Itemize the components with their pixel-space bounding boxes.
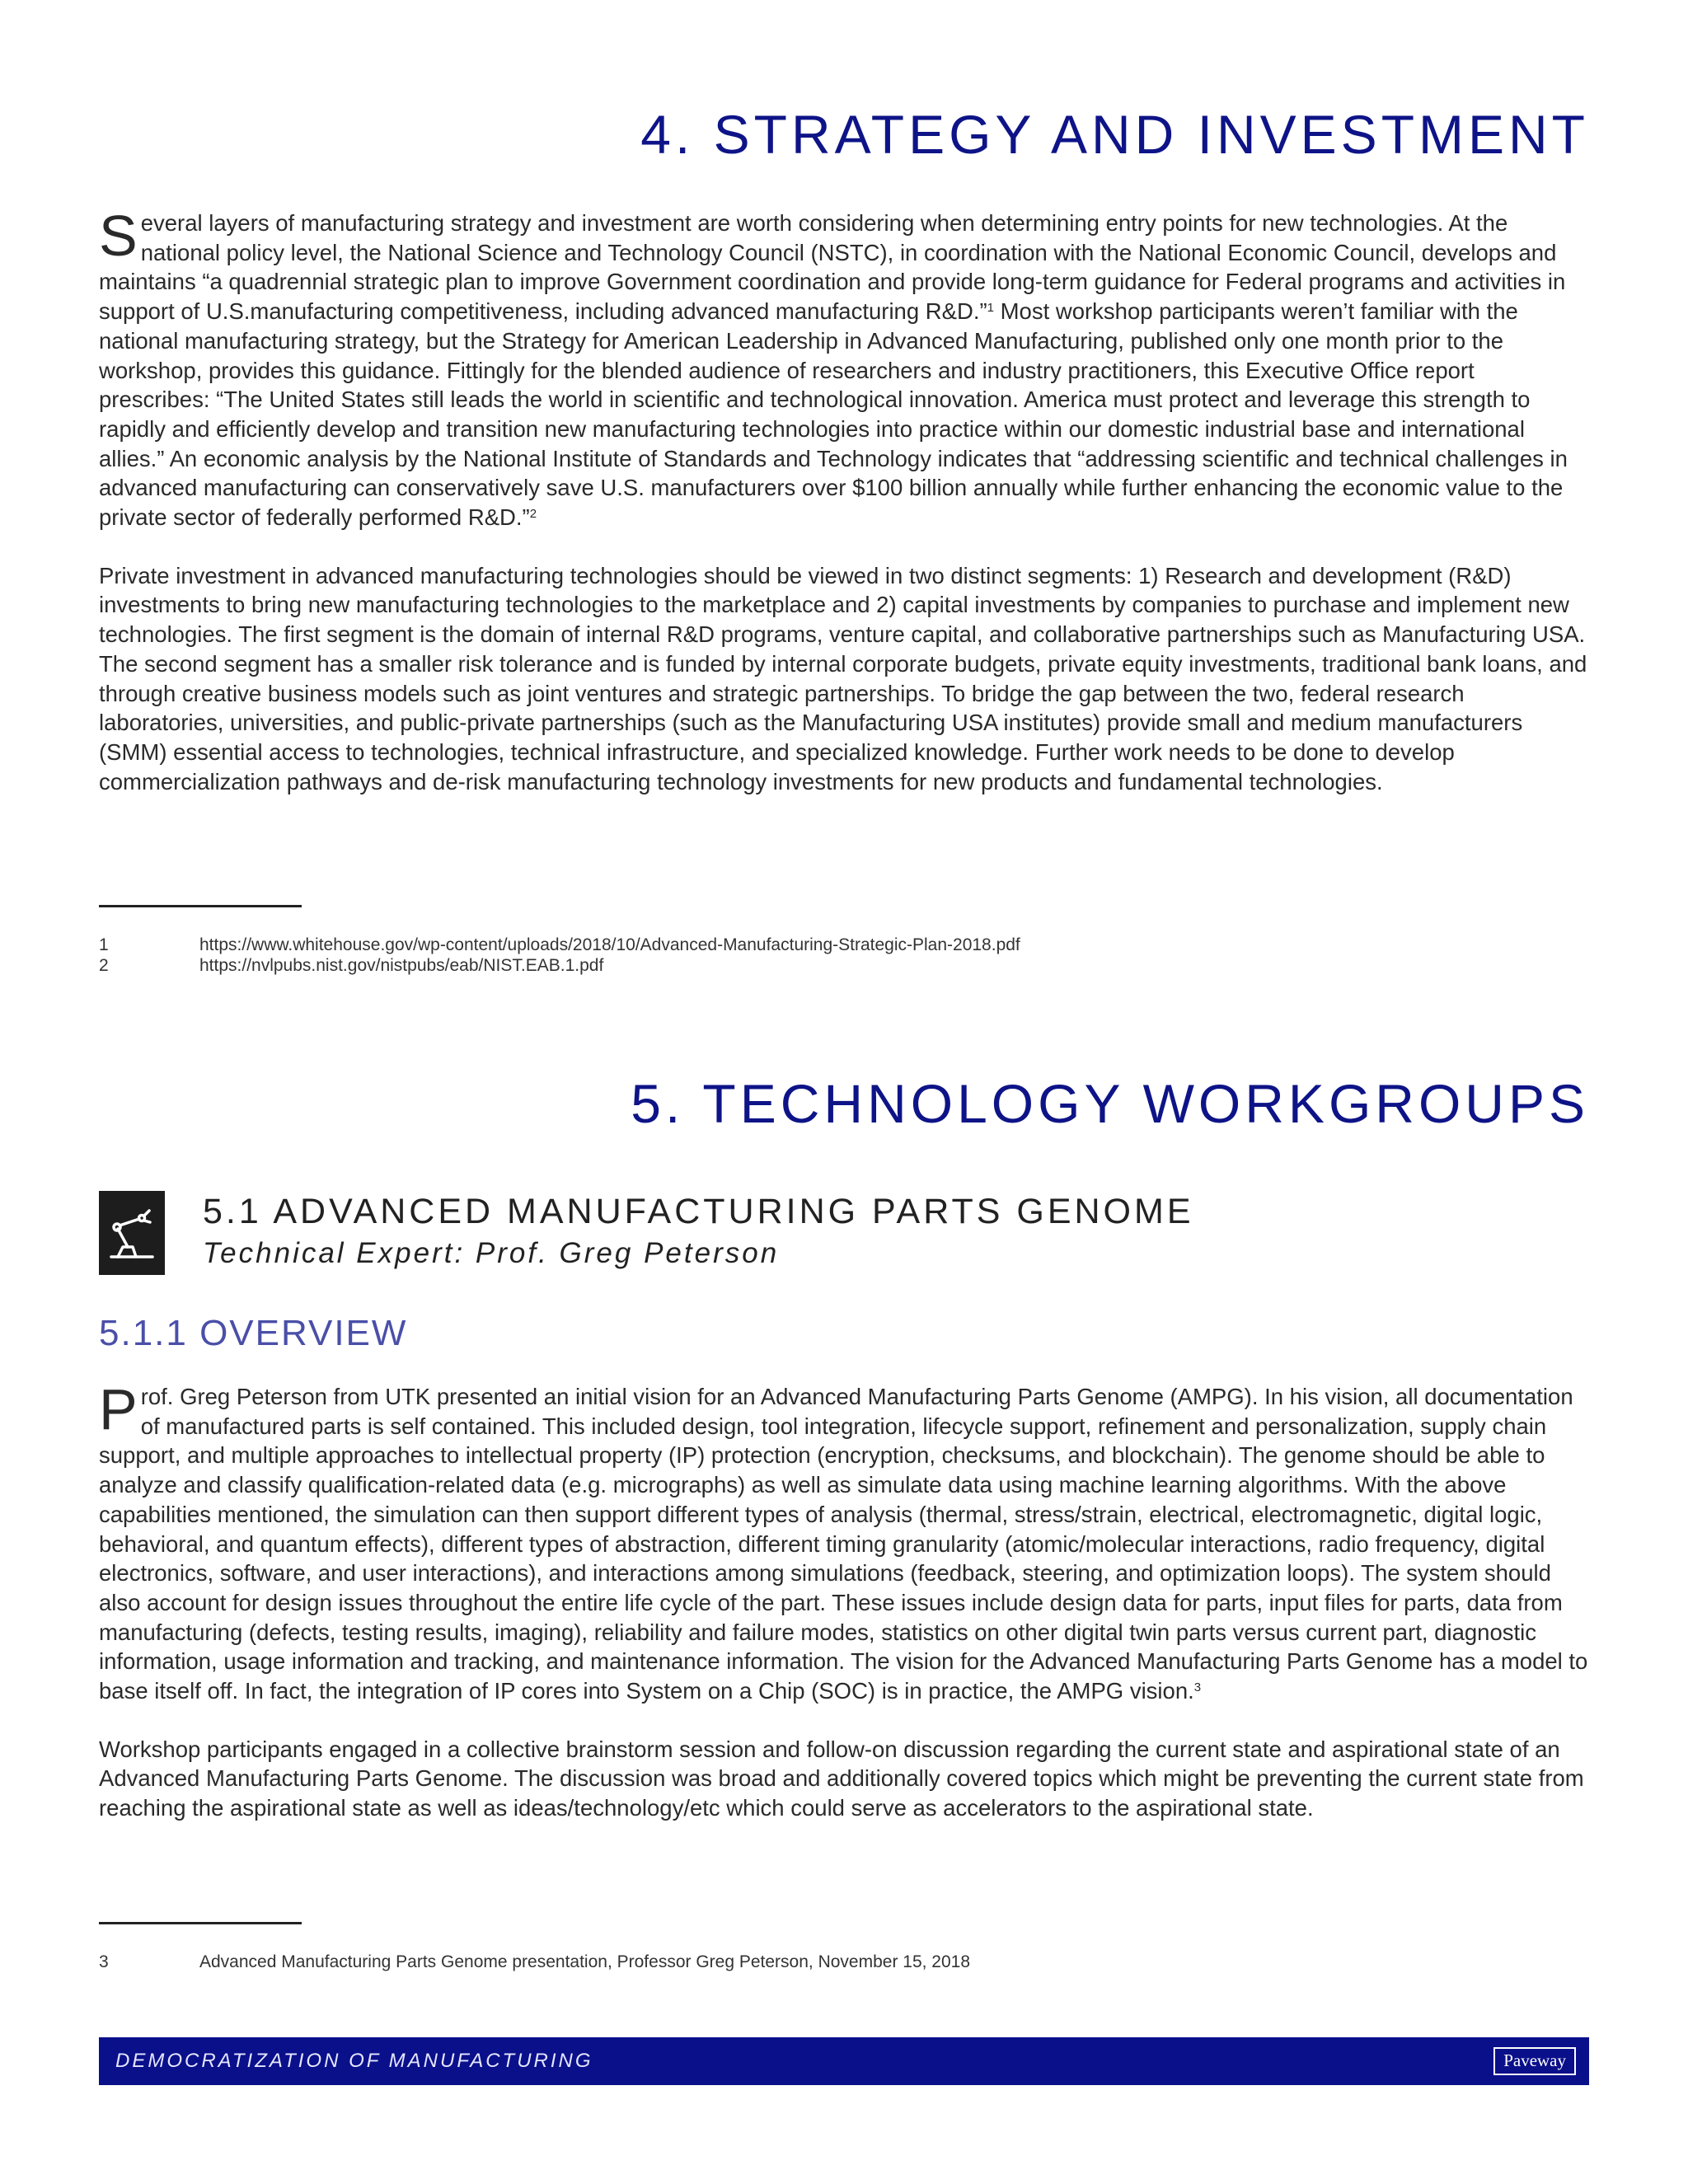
section-5-title: 5. TECHNOLOGY WORKGROUPS [631, 1073, 1589, 1134]
footnote-link[interactable]: https://www.whitehouse.gov/wp-content/uploads/2018/10/Advanced-Manufacturing-Strategic-Plan-2018.pdf [199, 935, 1020, 954]
paragraph-text: Most workshop participants weren’t familiar with the national manufacturing strategy, but the Strategy for American Leadership in Advanced Manufacturing, published only one month prior to the workshop, provides this guidance. Fittingly for the blended audience of researchers and industry practitioners, this Executive Office report prescribes: “The United States still leads the world in scientific and technological innovation. America must protect and leverage this strength to rapidly and efficiently develop and transition new manufacturing technologies into practice within our domestic industrial base and international allies.” An economic analysis by the National Institute of Standards and Technology indicates that “addressing scientific and technical challenges in advanced manufacturing can conservatively save U.S. manufacturers over $100 billion annually while further enhancing the economic value to the private sector of federally performed R&D.” [99, 298, 1568, 531]
paragraph-text: everal layers of manufacturing strategy and investment are worth considering when determining entry points for new technologies. At the national policy level, the National Science and Technology Council (NSTC), in coordination with the National Economic Council, develops and maintains “a quadrennial strategic plan to improve Government coordination and provide long-term guidance for Federal programs and activities in support of U.S.manufacturing competitiveness, including advanced manufacturing R&D.” [99, 210, 1566, 325]
footnote-divider [99, 905, 302, 907]
footnote-1 [99, 935, 1589, 955]
section-4-title: 4. STRATEGY AND INVESTMENT [640, 104, 1589, 165]
footnote-number: 1 [99, 935, 109, 954]
footnote-ref-2[interactable]: 2 [529, 507, 537, 522]
robotic-arm-icon [99, 1191, 165, 1275]
footnote-number: 2 [99, 956, 109, 975]
paragraph-text: rof. Greg Peterson from UTK presented an initial vision for an Advanced Manufacturing Parts Genome (AMPG). In his vision, all documentation of manufactured parts is self contained. This included design, tool integration, lifecycle support, refinement and personalization, supply chain support, and multiple approaches to intellectual property (IP) protection (encryption, checksums, and blockchain). The genome should be able to analyze and classify qualification-related data (e.g. micrographs) as well as simulate data using machine learning algorithms. With the above capabilities mentioned, the simulation can then support different types of analysis (thermal, stress/strain, electrical, electromagnetic, digital logic, behavioral, and quantum effects), different types of abstraction, different timing granularity (atomic/molecular interactions, radio frequency, digital electronics, software, and user interactions), and interactions among simulations (feedback, steering, and optimization loops). The system should also account for design issues throughout the entire life cycle of the part. These issues include design data for parts, input files for parts, data from manufacturing (defects, testing results, imaging), reliability and failure modes, statistics on other digital twin parts versus current part, diagnostic information, usage information and tracking, and maintenance information. The vision for the Advanced Manufacturing Parts Genome has a model to base itself off. In fact, the integration of IP cores into System on a Chip (SOC) is in practice, the AMPG vision. [99, 1384, 1588, 1704]
subsection-title: 5.1 ADVANCED MANUFACTURING PARTS GENOME [203, 1192, 1194, 1231]
footnote-link[interactable]: https://nvlpubs.nist.gov/nistpubs/eab/NIST.EAB.1.pdf [199, 956, 604, 975]
footer-title: DEMOCRATIZATION OF MANUFACTURING [115, 2050, 593, 2072]
document-page [99, 0, 1589, 2184]
technical-expert: Technical Expert: Prof. Greg Peterson [203, 1237, 780, 1269]
footnote-number: 3 [99, 1952, 109, 1971]
footnote-3 [99, 1952, 1589, 1972]
drop-cap: P [99, 1377, 138, 1441]
paveway-logo: Paveway [1493, 2047, 1576, 2074]
footer-bar [99, 2037, 1589, 2085]
section-5-paragraph-1 [99, 1377, 1589, 1706]
section-4-footnotes [99, 935, 1589, 976]
section-5-footnotes [99, 1952, 1589, 1972]
section-4-paragraph-1 [99, 204, 1589, 532]
footnote-ref-1[interactable]: 1 [987, 301, 994, 316]
section-4-body [99, 204, 1589, 825]
footnote-2 [99, 955, 1589, 976]
section-5-body [99, 1377, 1589, 1852]
drop-cap: S [99, 204, 138, 268]
footnote-divider [99, 1922, 302, 1924]
footnote-text: Advanced Manufacturing Parts Genome presentation, Professor Greg Peterson, November 15, 2018 [199, 1952, 971, 1971]
overview-heading: 5.1.1 OVERVIEW [99, 1313, 408, 1353]
section-5-paragraph-2: Workshop participants engaged in a collective brainstorm session and follow-on discussion regarding the current state and aspirational state of an Advanced Manufacturing Parts Genome. The discussion was broad and additionally covered topics which might be preventing the current state from reaching the aspirational state as well as ideas/technology/etc which could serve as accelerators to the aspirational state. [99, 1736, 1584, 1821]
robotic-arm-graphic [106, 1204, 157, 1262]
section-4-paragraph-2: Private investment in advanced manufacturing technologies should be viewed in two distinct segments: 1) Research and development (R&D) investments to bring new manufacturing technologies to the marketplace and 2) capital investments by companies to purchase and implement new technologies. The first segment is the domain of internal R&D programs, venture capital, and collaborative partnerships such as Manufacturing USA. The second segment has a smaller risk tolerance and is funded by internal corporate budgets, private equity investments, traditional bank loans, and through creative business models such as joint ventures and strategic partnerships. To bridge the gap between the two, federal research laboratories, universities, and public-private partnerships (such as the Manufacturing USA institutes) provide small and medium manufacturers (SMM) essential access to technologies, technical infrastructure, and specialized knowledge. Further work needs to be done to develop commercialization pathways and de-risk manufacturing technology investments for new products and fundamental technologies. [99, 562, 1587, 794]
footnote-ref-3[interactable]: 3 [1193, 1680, 1202, 1695]
